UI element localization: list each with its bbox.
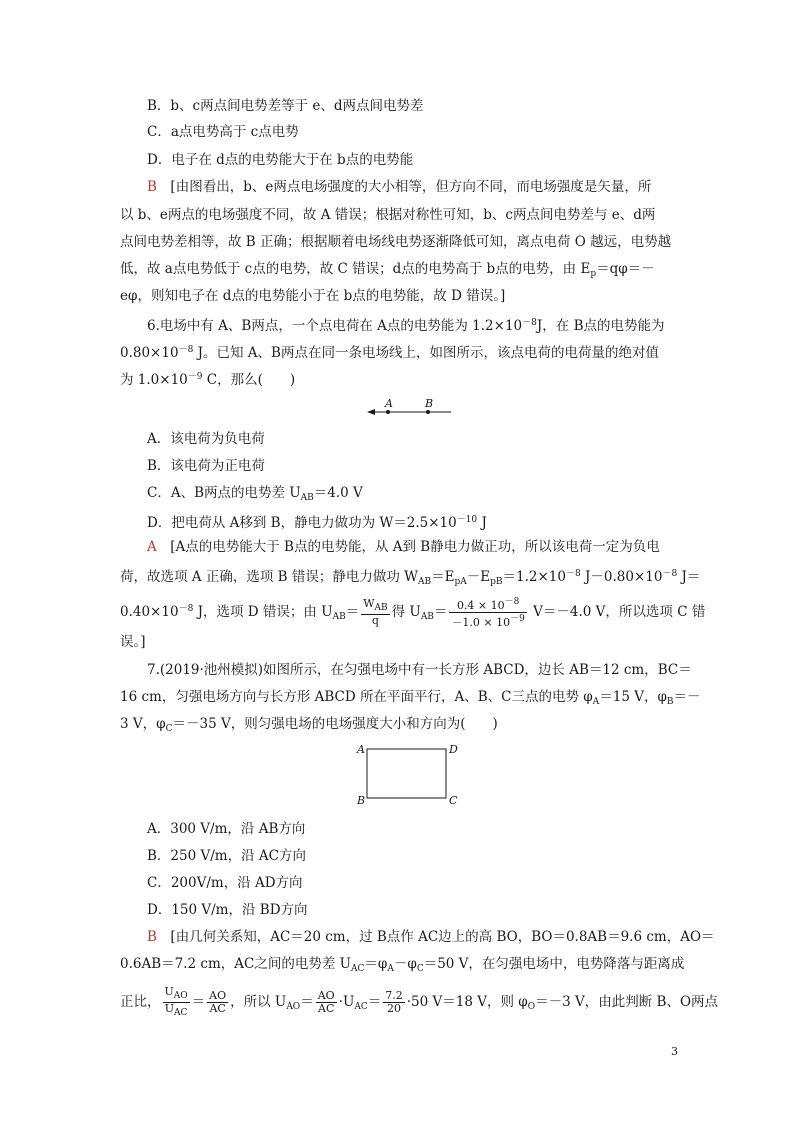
q6-option-a: A．该电荷为负电荷 [147,431,265,447]
q7-stem-line-1: 7.(2019·池州模拟)如图所示，在匀强电场中有一长方形 ABCD，边长 AB＝12 cm，BC＝ [147,662,692,678]
q6-explanation-line-1: A [A点的电势能大于 B点的电势能，从 A到 B静电力做正功，所以该电荷一定为负电 [147,539,660,555]
q5-explanation-line-2: 以 b、e两点的电场强度不同，故 A 错误；根据对称性可知，b、c两点间电势差与 e、d两 [120,207,656,223]
q6-explanation-line-3: $0.40\times 10^{-8}$ J，选项 D 错误；由 $U_{AB}=$ $\frac{W_{AB}}{q}$ 得 $U_{AB}=$ $\frac{0.4 \times 10^{-8}}{-1.0 \times 10^{-9}}$ V＝－4.0 V，所以选项 C 错 [120,597,706,629]
q7-fraction-ao-over-ac-2: $\frac{AO}{AC}$ [317,989,335,1015]
point-b [426,410,430,414]
q7-option-c: C．200V/m，沿 AD方向 [147,875,303,891]
q7-rectangle-figure [366,748,448,800]
q5-option-b: B．b、c两点间电势差等于 e、d两点间电势差 [147,98,424,114]
page-number: 3 [671,1045,678,1058]
q6-option-b: B．该电荷为正电荷 [147,458,265,474]
q7-fig-label-a: A [357,743,365,756]
q7-option-d: D．150 V/m，沿 BD方向 [147,902,308,918]
q5-answer: B [147,179,157,195]
q7-fig-label-d: D [449,743,458,756]
rectangle-abcd [367,749,446,798]
arrow-left-icon [367,409,375,415]
q6-fraction-w-over-q: $\frac{W_{AB}}{q}$ [363,597,388,627]
q7-answer: B [147,929,157,945]
q5-explanation-line-3: 点间电势差相等，故 B 正确；根据顺着电场线电势逐渐降低可知，离点电荷 O 越远，电势越 [120,234,672,250]
q7-explanation-line-1: B [由几何关系知，AC＝20 cm，过 B点作 AC边上的高 BO，BO＝0.8AB＝9.6 cm，AO＝ [147,929,715,945]
q6-answer: A [147,539,157,555]
q7-explanation-line-2: 0.6AB＝7.2 cm，AC之间的电势差 $U_{AC}=\varphi_A-\varphi_C=50$ V，在匀强电场中，电势降落与距离成 [120,956,685,974]
q6-fig-label-a: A [385,397,393,410]
q5-explanation-line-5: eφ，则知电子在 d点的电势能小于在 b点的电势能，故 D 错误。] [120,288,506,304]
q6-stem-line-3: 为 $1.0\times 10^{-9}$ C，那么( ) [120,372,296,388]
q6-stem-line-1: 6.电场中有 A、B两点，一个点电荷在 A点的电势能为 $1.2\times 10^{-8}J$，在 B点的电势能为 [147,318,665,334]
q5-explanation-line-4: 低，故 a点电势低于 c点的电势，故 C 错误；d点的电势高于 b点的电势，由 $E_p=q\varphi=-$ [120,261,655,279]
q7-stem-line-2: 16 cm，匀强电场方向与长方形 ABCD 所在平面平行，A、B、C三点的电势 $\varphi_A=15$ V，$\varphi_B=-$ [120,689,701,707]
q6-explanation-line-4: 误。] [120,634,146,650]
q7-stem-line-3: 3 V，$\varphi_C=-35$ V，则匀强电场的电场强度大小和方向为( ) [120,716,498,734]
q6-fraction-values: $\frac{0.4 \times 10^{-8}}{-1.0 \times 10^{-9}}$ [451,597,525,629]
q6-explanation-line-2: 荷，故选项 A 正确，选项 B 错误；静电力做功 $W_{AB}=E_{pA}-E_{pB}=1.2\times 10^{-8}$ $J-0.80\times 10^{-8}$ J＝ [120,569,701,587]
q7-fig-label-c: C [449,794,458,807]
q7-fraction-7-2-over-20: $\frac{7.2}{20}$ [385,989,403,1015]
q7-fraction-ao-over-ac: $\frac{AO}{AC}$ [209,989,227,1015]
point-a [386,410,390,414]
q5-option-d: D．电子在 d点的电势能大于在 b点的电势能 [147,152,414,168]
q6-option-c: C．A、B两点的电势差 $U_{AB}=4.0$ V [147,485,363,503]
q7-fraction-uao-over-uac: $\frac{U_{AO}}{U_{AC}}$ [164,985,188,1018]
q6-fig-label-b: B [425,397,434,410]
q6-stem-line-2: $0.80\times 10^{-8}$ J。已知 A、B两点在同一条电场线上，如图所示，该点电荷的电荷量的绝对值 [120,345,659,361]
q5-option-c: C．a点电势高于 c点电势 [147,124,299,140]
q5-explanation-line-1: B [由图看出，b、e两点电场强度的大小相等，但方向不同，而电场强度是矢量，所 [147,179,652,195]
q7-explanation-line-3: 正比， $\frac{U_{AO}}{U_{AC}}$ ＝ $\frac{AO}{AC}$ ，所以 $U_{AO}=$ $\frac{AO}{AC}$ $\cdot U_{AC}=$ $\frac{7.2}{20}$ ·50 V＝18 V，则 $\varphi_O=-3$ V，由此判断 B、O两点 [120,985,719,1018]
q7-option-a: A．300 V/m，沿 AB方向 [147,821,306,837]
q6-field-line-figure [365,396,455,418]
q6-option-d: D．把电荷从 A移到 B，静电力做功为 $W=2.5\times 10^{-10}$ J [147,515,487,531]
q7-fig-label-b: B [357,794,366,807]
q7-option-b: B．250 V/m，沿 AC方向 [147,848,306,864]
